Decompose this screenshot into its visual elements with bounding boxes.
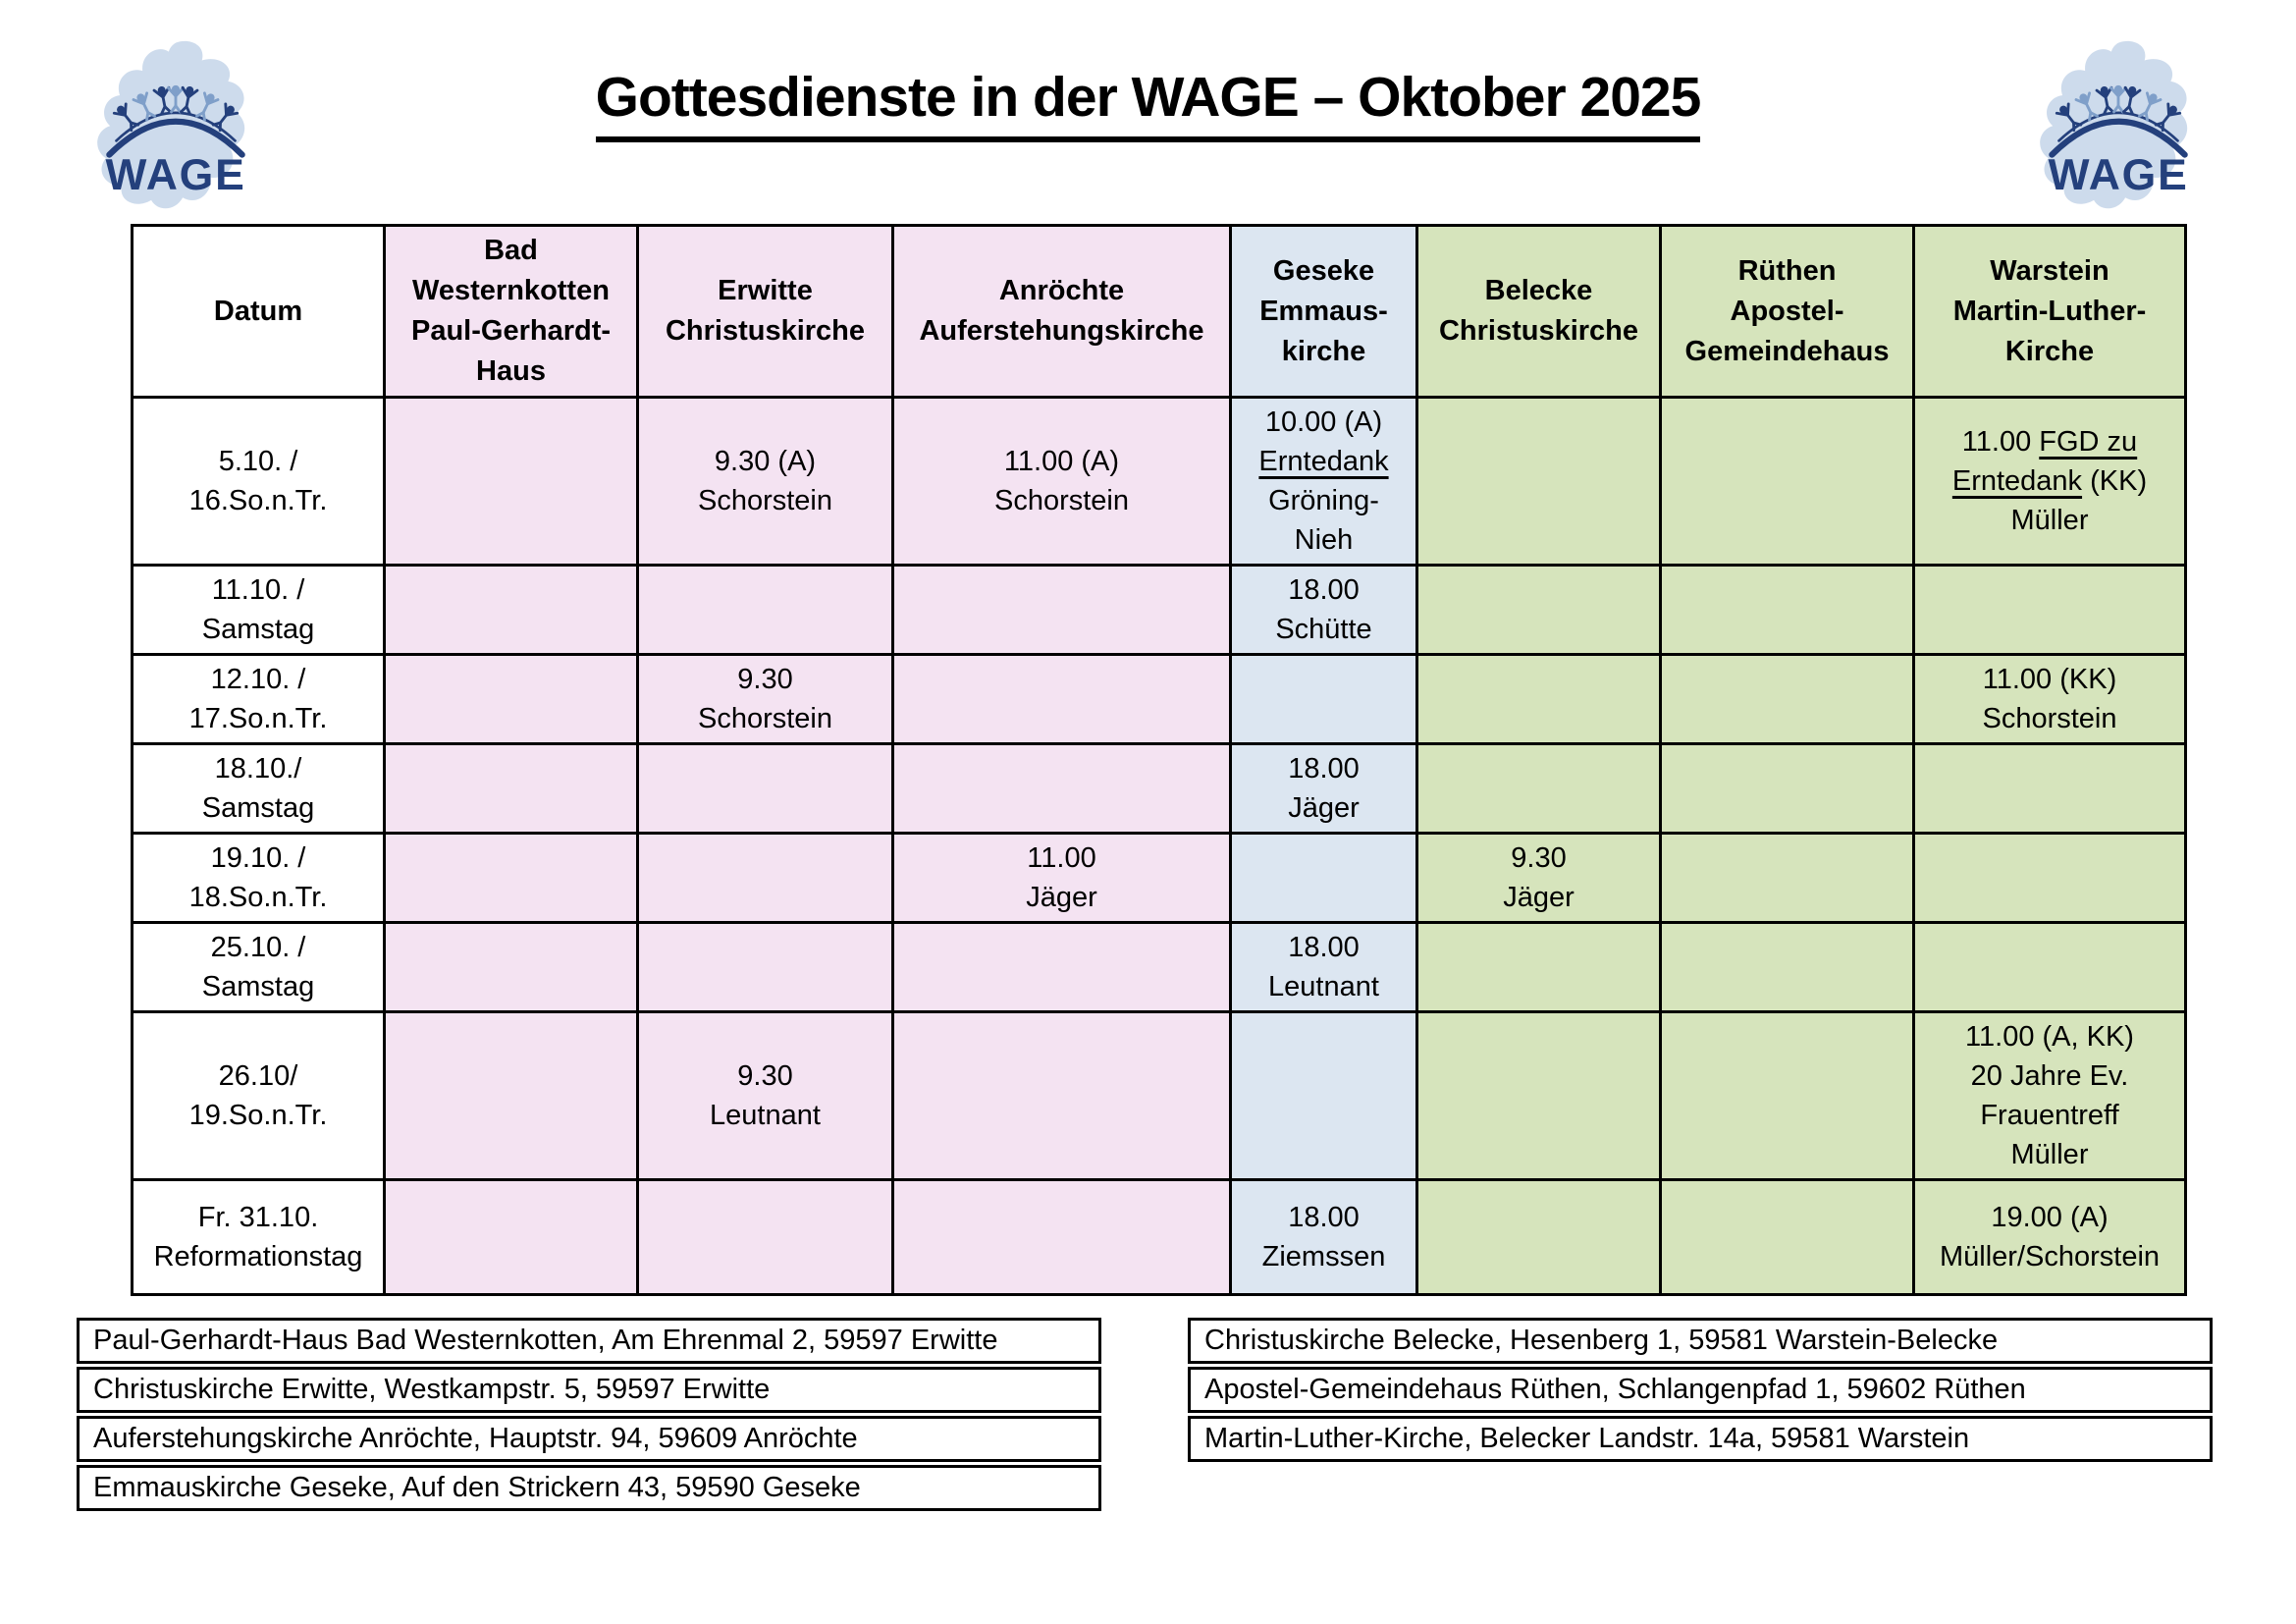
cell-line [1236, 967, 1412, 1006]
cell-line: 17.So.n.Tr. [188, 703, 328, 734]
address-footers [0, 1318, 2296, 1543]
schedule-cell [893, 744, 1231, 834]
address-row: Paul-Gerhardt-Haus Bad Westernkotten, Am Ehrenmal 2, 59597 Erwitte [77, 1318, 1101, 1364]
schedule-cell [1231, 1012, 1417, 1180]
table-row [133, 923, 2186, 1012]
address-box-left [77, 1318, 1101, 1514]
cell-text: Jäger [1503, 882, 1575, 913]
date-cell [133, 923, 385, 1012]
schedule-cell [1661, 834, 1914, 923]
header-line: Paul-Gerhardt- [410, 315, 612, 347]
schedule-cell [893, 834, 1231, 923]
cell-text: Müller [2010, 1139, 2089, 1170]
header-line: kirche [1281, 335, 1366, 367]
schedule-cell [1661, 923, 1914, 1012]
schedule-cell [1417, 1012, 1661, 1180]
cell-text: 11.00 (KK) [1982, 664, 2117, 695]
cell-text: Erntedank [1951, 465, 2083, 497]
address-row: Apostel-Gemeindehaus Rüthen, Schlangenpfad 1, 59602 Rüthen [1188, 1367, 2213, 1413]
cell-text: 11.00 (A, KK) [1965, 1021, 2134, 1053]
page-title: Gottesdienste in der WAGE – Oktober 2025 [0, 0, 2296, 130]
schedule-cell [385, 1180, 638, 1295]
table-row [133, 655, 2186, 744]
cell-text: 11.00 (A) [1003, 446, 1120, 477]
schedule-cell [385, 834, 638, 923]
column-header [1914, 226, 2186, 398]
cell-line: 16.So.n.Tr. [188, 485, 328, 516]
cell-text: Nieh [1294, 524, 1354, 556]
address-row: Auferstehungskirche Anröchte, Hauptstr. 94, 59609 Anröchte [77, 1416, 1101, 1462]
header-line: Gemeindehaus [1684, 335, 1890, 367]
header-line: Belecke [1484, 275, 1593, 306]
schedule-cell [1914, 923, 2186, 1012]
date-cell [133, 834, 385, 923]
cell-line [1236, 570, 1412, 610]
address-row: Emmauskirche Geseke, Auf den Strickern 43, 59590 Geseke [77, 1465, 1101, 1511]
cell-line [643, 1056, 887, 1096]
header-line: Christuskirche [665, 315, 866, 347]
cell-text: Müller [2010, 505, 2089, 536]
cell-line [1422, 878, 1655, 917]
schedule-cell [1231, 744, 1417, 834]
cell-line [898, 878, 1225, 917]
cell-line: 5.10. / [218, 446, 298, 477]
date-cell [133, 744, 385, 834]
header-line: Martin-Luther- [1952, 295, 2147, 327]
schedule-cell [1661, 1012, 1914, 1180]
schedule-cell [385, 923, 638, 1012]
schedule-cell [1231, 398, 1417, 566]
cell-line: 25.10. / [210, 932, 306, 963]
cell-line: Fr. 31.10. [197, 1202, 319, 1233]
cell-text: 18.00 [1288, 1202, 1360, 1233]
cell-text: Müller/Schorstein [1939, 1241, 2161, 1272]
schedule-cell [1417, 398, 1661, 566]
schedule-cell [1231, 923, 1417, 1012]
cell-text: 9.30 (A) [714, 446, 817, 477]
header-line: Haus [476, 355, 546, 387]
cell-text: 18.00 [1288, 932, 1360, 963]
cell-text: 18.00 [1288, 574, 1360, 606]
column-header [893, 226, 1231, 398]
column-header [133, 226, 385, 398]
schedule-cell [638, 923, 893, 1012]
cell-text: 18.00 [1288, 753, 1360, 785]
cell-line: 18.So.n.Tr. [188, 882, 328, 913]
header-line: Erwitte [718, 275, 813, 306]
table-row [133, 1180, 2186, 1295]
cell-line: Reformationstag [153, 1241, 363, 1272]
cell-text: 20 Jahre Ev. [1970, 1060, 2129, 1092]
wage-logo-icon [88, 35, 263, 220]
cell-text: Schorstein [697, 703, 832, 734]
cell-text: Erntedank [1258, 446, 1389, 477]
schedule-cell [1661, 566, 1914, 655]
cell-line [1919, 422, 2180, 461]
cell-line [1236, 1237, 1412, 1276]
address-row: Martin-Luther-Kirche, Belecker Landstr. 14a, 59581 Warstein [1188, 1416, 2213, 1462]
table-row [133, 744, 2186, 834]
header-line: Datum [213, 295, 303, 327]
schedule-cell [1914, 398, 2186, 566]
schedule-cell [1417, 1180, 1661, 1295]
column-header [1417, 226, 1661, 398]
cell-line [643, 1096, 887, 1135]
cell-line [1919, 1096, 2180, 1135]
cell-line [1919, 1135, 2180, 1174]
cell-line: 26.10/ [218, 1060, 298, 1092]
schedule-cell [893, 398, 1231, 566]
cell-line [643, 660, 887, 699]
schedule-cell [385, 655, 638, 744]
cell-line [1236, 520, 1412, 560]
schedule-cell [638, 1012, 893, 1180]
schedule-cell [638, 744, 893, 834]
cell-line [898, 481, 1225, 520]
cell-text: Gröning- [1268, 485, 1379, 516]
schedule-cell [638, 1180, 893, 1295]
schedule-cell [1417, 834, 1661, 923]
schedule-cell [1914, 1012, 2186, 1180]
wage-logo-icon [2031, 35, 2206, 220]
cell-line [1919, 1198, 2180, 1237]
cell-text: Jäger [1026, 882, 1097, 913]
cell-text: 11.00 [1027, 842, 1096, 874]
cell-line [1236, 442, 1412, 481]
cell-line: 19.So.n.Tr. [188, 1100, 328, 1131]
header-line: Anröchte [998, 275, 1125, 306]
schedule-body [133, 398, 2186, 1295]
cell-text: Schorstein [697, 485, 832, 516]
schedule-cell [893, 655, 1231, 744]
cell-text: 10.00 (A) [1264, 406, 1383, 438]
cell-line: Samstag [201, 792, 315, 824]
cell-text: Leutnant [710, 1100, 821, 1131]
cell-line [1236, 403, 1412, 442]
cell-line: 19.10. / [210, 842, 306, 874]
address-row: Christuskirche Erwitte, Westkampstr. 5, 59597 Erwitte [77, 1367, 1101, 1413]
cell-text: Jäger [1288, 792, 1360, 824]
cell-line [1919, 461, 2180, 501]
cell-line [1236, 749, 1412, 788]
schedule-cell [385, 566, 638, 655]
cell-text: 9.30 [737, 1060, 793, 1092]
date-cell [133, 1012, 385, 1180]
header-line: Rüthen [1737, 254, 1837, 287]
cell-text: FGD zu [2039, 426, 2138, 458]
date-cell [133, 566, 385, 655]
cell-line [1919, 1017, 2180, 1056]
cell-line [1422, 839, 1655, 878]
schedule-cell [1231, 1180, 1417, 1295]
column-header [385, 226, 638, 398]
cell-text: Schütte [1275, 614, 1372, 645]
schedule-cell [1661, 655, 1914, 744]
column-header [1661, 226, 1914, 398]
header-line: Geseke [1272, 254, 1375, 287]
schedule-cell [893, 923, 1231, 1012]
cell-text: Frauentreff [1980, 1100, 2119, 1131]
schedule-cell [893, 566, 1231, 655]
masthead [0, 0, 2296, 224]
cell-text: 9.30 [737, 664, 793, 695]
table-row [133, 834, 2186, 923]
schedule-header-row [133, 226, 2186, 398]
schedule-cell [638, 655, 893, 744]
schedule-cell [893, 1180, 1231, 1295]
cell-text: Ziemssen [1261, 1241, 1386, 1272]
date-cell [133, 1180, 385, 1295]
cell-line [1919, 699, 2180, 738]
table-row [133, 398, 2186, 566]
cell-line [1236, 481, 1412, 520]
table-row [133, 1012, 2186, 1180]
schedule-cell [1914, 655, 2186, 744]
cell-line: 11.10. / [211, 574, 305, 606]
schedule-cell [638, 398, 893, 566]
cell-line [1919, 501, 2180, 540]
cell-line [1919, 660, 2180, 699]
schedule-cell [1661, 398, 1914, 566]
schedule-cell [1417, 655, 1661, 744]
schedule-cell [1914, 1180, 2186, 1295]
date-cell [133, 398, 385, 566]
cell-text: 9.30 [1511, 842, 1567, 874]
schedule-cell [638, 566, 893, 655]
address-row: Christuskirche Belecke, Hesenberg 1, 59581 Warstein-Belecke [1188, 1318, 2213, 1364]
cell-line: Samstag [201, 971, 315, 1002]
schedule-cell [893, 1012, 1231, 1180]
cell-line: 12.10. / [210, 664, 306, 695]
header-line: Apostel- [1730, 295, 1844, 327]
cell-text: Schorstein [993, 485, 1129, 516]
cell-text: Schorstein [1982, 703, 2117, 734]
schedule-cell [385, 398, 638, 566]
header-line: Emmaus- [1259, 295, 1388, 327]
date-cell [133, 655, 385, 744]
cell-line [898, 442, 1225, 481]
cell-line [643, 481, 887, 520]
schedule-cell [1914, 566, 2186, 655]
cell-line [1236, 1198, 1412, 1237]
address-box-right [1188, 1318, 2213, 1465]
table-row [133, 566, 2186, 655]
cell-line [643, 442, 887, 481]
header-line: Warstein [1990, 254, 2109, 287]
schedule-cell [385, 744, 638, 834]
header-line: Bad [484, 235, 538, 266]
header-line: Auferstehungskirche [919, 315, 1204, 347]
cell-text: 19.00 (A) [1991, 1202, 2109, 1233]
schedule-cell [1231, 655, 1417, 744]
header-line: Kirche [2004, 335, 2095, 367]
schedule-header-row [133, 226, 2186, 398]
schedule-cell [1417, 566, 1661, 655]
cell-line: 18.10./ [214, 753, 302, 785]
cell-line [643, 699, 887, 738]
schedule-cell [1231, 566, 1417, 655]
cell-line [1236, 928, 1412, 967]
cell-line [1236, 788, 1412, 828]
cell-text: 11.00 [1961, 426, 2040, 458]
service-schedule-table [131, 224, 2187, 1296]
cell-line: Samstag [201, 614, 315, 645]
cell-line [898, 839, 1225, 878]
schedule-cell [1914, 834, 2186, 923]
column-header [638, 226, 893, 398]
schedule-cell [385, 1012, 638, 1180]
schedule-cell [1231, 834, 1417, 923]
header-line: Westernkotten [412, 275, 610, 306]
cell-text: Leutnant [1268, 971, 1379, 1002]
schedule-cell [1417, 744, 1661, 834]
header-line: Christuskirche [1438, 315, 1639, 347]
schedule-cell [1914, 744, 2186, 834]
column-header [1231, 226, 1417, 398]
cell-line [1919, 1056, 2180, 1096]
schedule-cell [1661, 1180, 1914, 1295]
schedule-cell [638, 834, 893, 923]
cell-line [1919, 1237, 2180, 1276]
cell-line [1236, 610, 1412, 649]
schedule-cell [1661, 744, 1914, 834]
schedule-cell [1417, 923, 1661, 1012]
cell-text: (KK) [2082, 465, 2148, 497]
